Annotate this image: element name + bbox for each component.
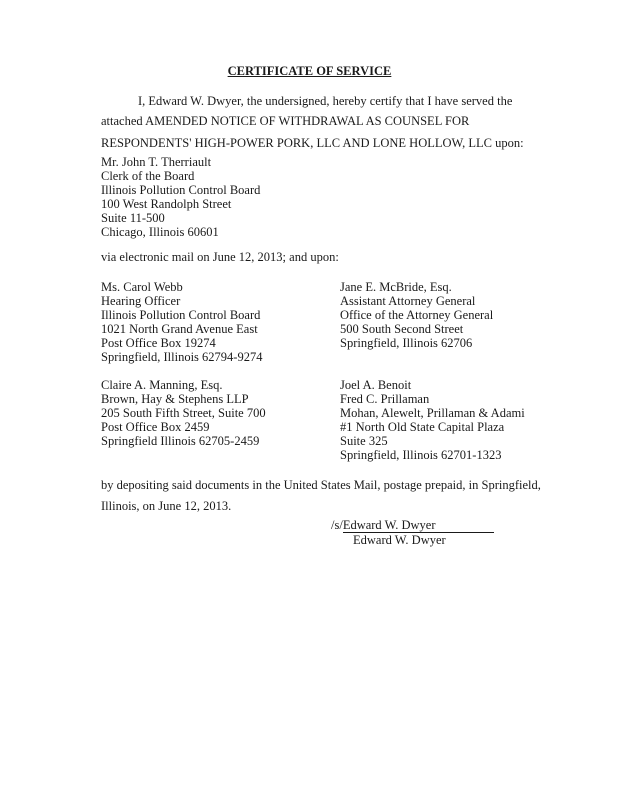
address-line: 100 West Randolph Street <box>101 197 232 211</box>
address-line: Springfield, Illinois 62701-1323 <box>340 448 502 462</box>
address-line: Mohan, Alewelt, Prillaman & Adami <box>340 406 525 420</box>
address-line: Post Office Box 2459 <box>101 420 210 434</box>
closing-line: by depositing said documents in the United States Mail, postage prepaid, in Springfield, <box>101 478 541 492</box>
address-line: Jane E. McBride, Esq. <box>340 280 452 294</box>
signature-line <box>331 518 494 533</box>
address-line: Mr. John T. Therriault <box>101 155 212 169</box>
address-line: Office of the Attorney General <box>340 308 494 322</box>
address-line: #1 North Old State Capital Plaza <box>340 420 505 434</box>
address-line: Claire A. Manning, Esq. <box>101 378 223 392</box>
signed-name <box>343 518 494 533</box>
address-line: Illinois Pollution Control Board <box>101 308 261 322</box>
address-line: Ms. Carol Webb <box>101 280 183 294</box>
via-text: via electronic mail on June 12, 2013; and upon: <box>101 250 339 264</box>
address-line: Clerk of the Board <box>101 169 195 183</box>
intro-line: RESPONDENTS' HIGH-POWER PORK, LLC AND LONE HOLLOW, LLC upon: <box>101 136 524 150</box>
intro-paragraph <box>101 94 524 150</box>
intro-line: attached AMENDED NOTICE OF WITHDRAWAL AS COUNSEL FOR <box>101 114 470 128</box>
closing-paragraph <box>101 478 541 513</box>
recipient-address-left-1 <box>101 280 262 364</box>
address-line: Suite 11-500 <box>101 211 165 225</box>
closing-line: Illinois, on June 12, 2013. <box>101 499 232 513</box>
recipient-address-right-1 <box>340 280 493 350</box>
address-line: Post Office Box 19274 <box>101 336 216 350</box>
address-line: Hearing Officer <box>101 294 181 308</box>
address-line: Springfield, Illinois 62706 <box>340 336 473 350</box>
intro-line: I, Edward W. Dwyer, the undersigned, hereby certify that I have served the <box>138 94 513 108</box>
address-line: 1021 North Grand Avenue East <box>101 322 258 336</box>
address-line: 205 South Fifth Street, Suite 700 <box>101 406 266 420</box>
address-line: Springfield, Illinois 62794-9274 <box>101 350 263 364</box>
address-line: Illinois Pollution Control Board <box>101 183 261 197</box>
address-line: Joel A. Benoit <box>340 378 412 392</box>
address-line: Brown, Hay & Stephens LLP <box>101 392 249 406</box>
address-line: Assistant Attorney General <box>340 294 476 308</box>
page-title: CERTIFICATE OF SERVICE <box>227 64 392 78</box>
address-line: Suite 325 <box>340 434 388 448</box>
recipient-address-left-2 <box>101 378 266 448</box>
printed-name: Edward W. Dwyer <box>353 533 446 547</box>
signed-name-text: Edward W. Dwyer <box>342 518 436 532</box>
signature-prefix: /s/ <box>331 518 343 532</box>
address-line: Fred C. Prillaman <box>340 392 430 406</box>
address-line: Chicago, Illinois 60601 <box>101 225 219 239</box>
recipient-address-right-2 <box>340 378 525 462</box>
address-line: 500 South Second Street <box>340 322 464 336</box>
signature-block <box>331 518 494 547</box>
address-line: Springfield Illinois 62705-2459 <box>101 434 260 448</box>
clerk-address <box>101 155 260 239</box>
